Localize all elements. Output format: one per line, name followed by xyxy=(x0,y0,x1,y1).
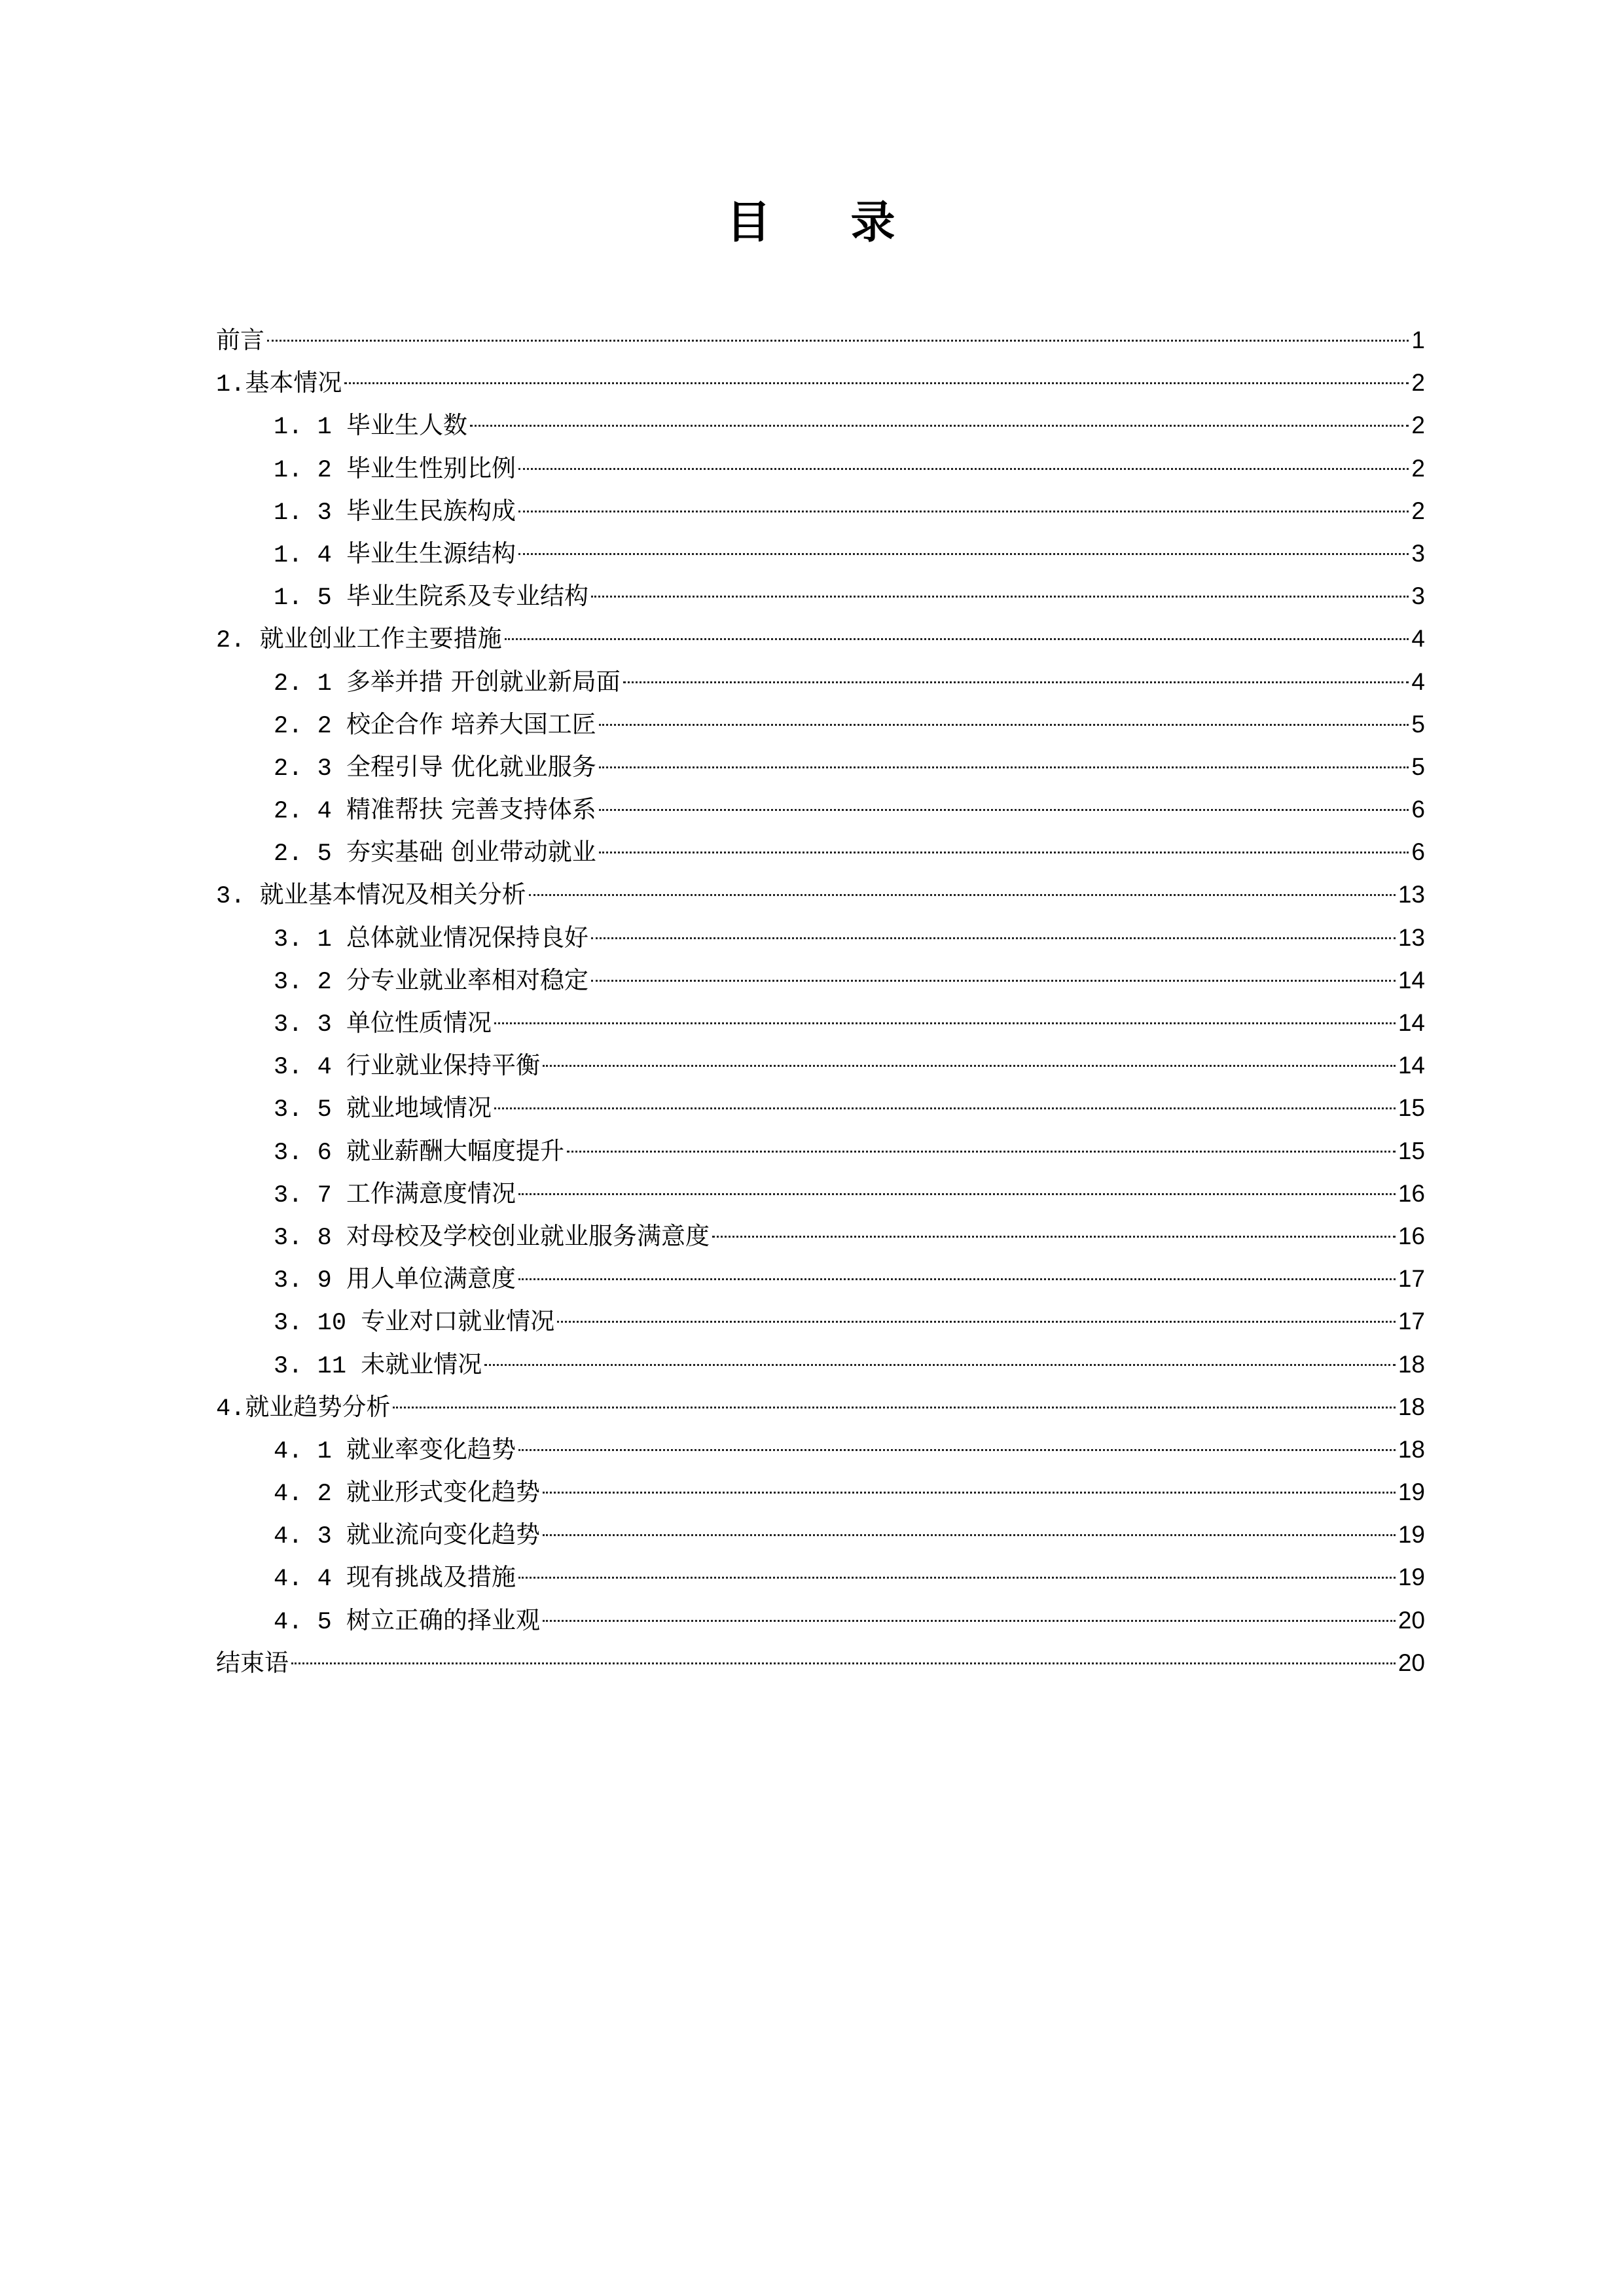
toc-entry[interactable] xyxy=(216,916,1425,959)
toc-entry-text: 分专业就业率相对稳定 xyxy=(346,965,589,994)
toc-entry-text: 现有挑战及措施 xyxy=(346,1563,516,1592)
toc-entry-label xyxy=(274,1556,516,1601)
toc-entry[interactable] xyxy=(216,575,1425,617)
toc-entry[interactable] xyxy=(216,703,1425,745)
toc-entry-number: 1. 2 xyxy=(274,456,347,484)
toc-entry-number: 2. xyxy=(216,627,260,655)
toc-entry-label xyxy=(274,1215,710,1260)
toc-page-number: 19 xyxy=(1398,1479,1425,1506)
toc-page-number: 6 xyxy=(1411,796,1425,823)
toc-entry-label xyxy=(274,745,596,791)
toc-entry[interactable] xyxy=(216,490,1425,532)
toc-entry-number: 3. xyxy=(216,883,260,911)
toc-entry[interactable] xyxy=(216,361,1425,404)
toc-entry-label xyxy=(274,1001,492,1047)
table-of-contents xyxy=(216,319,1425,1684)
toc-entry-label xyxy=(274,660,621,706)
toc-entry[interactable] xyxy=(216,873,1425,916)
toc-dot-leader xyxy=(484,1364,1396,1366)
toc-entry-number: 3. 8 xyxy=(274,1224,347,1252)
toc-entry-label xyxy=(274,1257,516,1302)
toc-entry[interactable] xyxy=(216,617,1425,660)
toc-page-number: 4 xyxy=(1411,625,1425,653)
toc-entry-label xyxy=(274,916,588,961)
toc-entry-number: 3. 5 xyxy=(274,1096,347,1124)
toc-entry-text: 单位性质情况 xyxy=(346,1009,492,1037)
toc-entry-label xyxy=(274,1086,492,1132)
toc-entry-label xyxy=(274,959,588,1004)
toc-page-number: 5 xyxy=(1411,753,1425,780)
toc-page-number: 19 xyxy=(1398,1564,1425,1591)
toc-dot-leader xyxy=(543,1620,1396,1622)
toc-dot-leader xyxy=(518,1278,1396,1280)
toc-page-number: 3 xyxy=(1411,583,1425,610)
toc-entry[interactable] xyxy=(216,1556,1425,1598)
toc-entry-label xyxy=(216,1641,289,1687)
toc-entry-number: 3. 4 xyxy=(274,1054,347,1082)
toc-entry-text: 工作满意度情况 xyxy=(346,1179,516,1208)
toc-entry-number: 3. 7 xyxy=(274,1181,347,1210)
toc-entry-text: 就业薪酬大幅度提升 xyxy=(346,1136,565,1165)
toc-entry[interactable] xyxy=(216,1257,1425,1300)
toc-entry-text: 毕业生民族构成 xyxy=(346,496,516,525)
toc-entry[interactable] xyxy=(216,1471,1425,1513)
toc-entry-label xyxy=(274,404,467,449)
toc-page-number: 17 xyxy=(1398,1265,1425,1293)
toc-entry-label xyxy=(216,319,264,364)
toc-entry-text: 就业形式变化趋势 xyxy=(346,1478,541,1507)
toc-entry-text: 专业对口就业情况 xyxy=(361,1307,555,1336)
toc-entry[interactable] xyxy=(216,1130,1425,1172)
toc-entry-label xyxy=(274,447,516,492)
toc-page-number: 18 xyxy=(1398,1393,1425,1420)
toc-page-number: 20 xyxy=(1398,1649,1425,1676)
toc-entry-label xyxy=(274,1599,540,1644)
toc-entry-label xyxy=(274,831,596,876)
toc-page-number: 2 xyxy=(1411,454,1425,482)
toc-page-number: 19 xyxy=(1398,1521,1425,1549)
toc-entry[interactable] xyxy=(216,532,1425,575)
toc-entry[interactable] xyxy=(216,1172,1425,1215)
toc-dot-leader xyxy=(591,980,1396,982)
toc-dot-leader xyxy=(267,340,1409,342)
toc-dot-leader xyxy=(518,1193,1396,1195)
toc-dot-leader xyxy=(518,1449,1396,1451)
toc-page-number: 3 xyxy=(1411,539,1425,567)
toc-entry-number: 4. 4 xyxy=(274,1566,347,1594)
toc-entry-text: 校企合作 培养大国工匠 xyxy=(346,709,596,738)
toc-entry[interactable] xyxy=(216,1343,1425,1386)
toc-entry-number: 2. 4 xyxy=(274,798,347,826)
toc-entry-number: 4. 2 xyxy=(274,1480,347,1509)
toc-dot-leader xyxy=(591,596,1409,598)
toc-entry-label xyxy=(274,1044,540,1089)
toc-entry-number: 2. 1 xyxy=(274,670,347,698)
toc-dot-leader xyxy=(393,1407,1395,1408)
toc-entry[interactable] xyxy=(216,1513,1425,1556)
toc-entry-label xyxy=(274,1300,554,1345)
toc-page-number: 15 xyxy=(1398,1137,1425,1164)
toc-page-number: 14 xyxy=(1398,1009,1425,1036)
toc-entry-text: 夯实基础 创业带动就业 xyxy=(346,838,596,867)
toc-dot-leader xyxy=(518,553,1409,555)
toc-entry-text: 毕业生人数 xyxy=(346,411,468,440)
toc-dot-leader xyxy=(557,1321,1396,1323)
toc-entry[interactable] xyxy=(216,404,1425,446)
toc-dot-leader xyxy=(599,766,1409,768)
toc-entry-text: 全程引导 优化就业服务 xyxy=(346,752,596,781)
toc-entry[interactable] xyxy=(216,959,1425,1001)
toc-entry-text: 就业率变化趋势 xyxy=(346,1435,516,1463)
toc-entry-text: 总体就业情况保持良好 xyxy=(346,923,589,952)
toc-dot-leader xyxy=(543,1065,1396,1067)
toc-dot-leader xyxy=(623,681,1409,683)
toc-entry[interactable] xyxy=(216,745,1425,788)
toc-page-number: 2 xyxy=(1411,497,1425,524)
toc-entry[interactable] xyxy=(216,1428,1425,1471)
toc-entry[interactable] xyxy=(216,1599,1425,1641)
toc-entry-number: 4. 1 xyxy=(274,1437,347,1465)
toc-entry-number: 3. 10 xyxy=(274,1310,361,1338)
toc-page-number: 4 xyxy=(1411,668,1425,695)
toc-dot-leader xyxy=(518,1577,1396,1579)
toc-page-number: 17 xyxy=(1398,1308,1425,1335)
toc-dot-leader xyxy=(291,1662,1396,1664)
toc-entry-label xyxy=(216,873,526,918)
toc-dot-leader xyxy=(344,382,1409,384)
toc-entry-label xyxy=(274,1172,516,1217)
toc-entry-number: 3. 1 xyxy=(274,925,347,954)
toc-dot-leader xyxy=(712,1236,1396,1238)
toc-entry-text: 前言 xyxy=(216,326,264,354)
toc-entry-text: 多举并措 开创就业新局面 xyxy=(346,667,621,696)
toc-dot-leader xyxy=(543,1492,1396,1494)
toc-entry[interactable] xyxy=(216,447,1425,490)
toc-entry-text: 树立正确的择业观 xyxy=(346,1605,541,1634)
toc-entry-number: 3. 9 xyxy=(274,1267,347,1295)
toc-page-number: 14 xyxy=(1398,966,1425,994)
toc-entry-number: 2. 3 xyxy=(274,755,347,783)
toc-entry-text: 未就业情况 xyxy=(361,1350,482,1378)
toc-page-number: 15 xyxy=(1398,1094,1425,1122)
toc-entry-label xyxy=(274,788,596,833)
toc-entry-label xyxy=(274,1513,540,1558)
toc-dot-leader xyxy=(599,724,1409,726)
toc-page-number: 5 xyxy=(1411,710,1425,738)
toc-entry-text: 毕业生院系及专业结构 xyxy=(346,582,589,611)
toc-entry-label xyxy=(274,490,516,535)
toc-page-number: 20 xyxy=(1398,1606,1425,1634)
toc-entry-text: 用人单位满意度 xyxy=(346,1265,516,1293)
toc-entry-number: 3. 2 xyxy=(274,968,347,996)
toc-dot-leader xyxy=(591,937,1396,939)
toc-entry-text: 就业地域情况 xyxy=(346,1094,492,1122)
toc-entry-label xyxy=(274,703,596,748)
toc-entry-text: 就业趋势分析 xyxy=(245,1392,391,1421)
toc-entry-text: 结束语 xyxy=(216,1648,289,1677)
toc-page-number: 13 xyxy=(1398,924,1425,951)
toc-page-number: 14 xyxy=(1398,1052,1425,1079)
toc-entry-label xyxy=(216,361,342,406)
toc-entry-number: 4. 3 xyxy=(274,1523,347,1551)
toc-dot-leader xyxy=(505,638,1409,640)
toc-entry-label xyxy=(274,1428,516,1473)
toc-entry-label xyxy=(274,532,516,577)
toc-entry-number: 1. 4 xyxy=(274,541,347,569)
toc-dot-leader xyxy=(567,1151,1396,1153)
toc-entry-number: 1. 5 xyxy=(274,584,347,613)
toc-entry-number: 1. 1 xyxy=(274,414,347,442)
toc-entry-label xyxy=(274,1130,564,1175)
toc-entry[interactable] xyxy=(216,831,1425,873)
toc-dot-leader xyxy=(529,894,1396,896)
toc-entry-label xyxy=(274,575,588,620)
toc-entry-label xyxy=(216,1386,390,1431)
toc-entry-text: 对母校及学校创业就业服务满意度 xyxy=(346,1221,710,1250)
page-title xyxy=(0,196,1624,249)
toc-entry-text: 毕业生性别比例 xyxy=(346,454,516,482)
toc-entry[interactable] xyxy=(216,1386,1425,1428)
toc-entry[interactable] xyxy=(216,1001,1425,1044)
toc-entry-number: 3. 11 xyxy=(274,1352,361,1380)
toc-entry[interactable] xyxy=(216,1300,1425,1342)
toc-dot-leader xyxy=(494,1022,1396,1024)
toc-entry[interactable] xyxy=(216,1044,1425,1086)
toc-entry[interactable] xyxy=(216,1641,1425,1684)
toc-entry-number: 4. xyxy=(216,1395,245,1423)
toc-entry-text: 就业流向变化趋势 xyxy=(346,1520,541,1549)
toc-page-number: 16 xyxy=(1398,1179,1425,1207)
toc-page-number: 18 xyxy=(1398,1350,1425,1378)
title-char-2: 录 xyxy=(850,196,898,249)
toc-page-number: 1 xyxy=(1411,327,1425,353)
toc-entry-text: 就业创业工作主要措施 xyxy=(259,624,502,653)
toc-page-number: 16 xyxy=(1398,1222,1425,1249)
toc-page-number: 6 xyxy=(1411,838,1425,866)
toc-page-number: 2 xyxy=(1411,412,1425,439)
toc-dot-leader xyxy=(518,468,1409,470)
toc-entry-number: 3. 6 xyxy=(274,1139,347,1167)
toc-entry[interactable] xyxy=(216,660,1425,703)
toc-dot-leader xyxy=(599,852,1409,853)
toc-entry-text: 毕业生生源结构 xyxy=(346,539,516,567)
toc-entry-text: 就业基本情况及相关分析 xyxy=(259,880,526,909)
toc-dot-leader xyxy=(518,511,1409,512)
toc-entry[interactable] xyxy=(216,1086,1425,1129)
toc-entry[interactable] xyxy=(216,319,1425,361)
toc-entry-number: 1. xyxy=(216,371,245,399)
toc-entry-label xyxy=(274,1343,482,1388)
toc-entry-text: 行业就业保持平衡 xyxy=(346,1051,541,1080)
toc-entry-number: 1. 3 xyxy=(274,499,347,527)
toc-entry-text: 基本情况 xyxy=(245,368,342,397)
toc-page-number: 2 xyxy=(1411,369,1425,397)
toc-dot-leader xyxy=(494,1107,1396,1109)
toc-page-number: 18 xyxy=(1398,1435,1425,1463)
toc-entry-number: 4. 5 xyxy=(274,1608,347,1636)
toc-entry[interactable] xyxy=(216,1215,1425,1257)
toc-dot-leader xyxy=(470,425,1409,427)
toc-dot-leader xyxy=(599,809,1409,811)
toc-entry-text: 精准帮扶 完善支持体系 xyxy=(346,795,596,824)
toc-entry[interactable] xyxy=(216,788,1425,831)
toc-entry-label xyxy=(274,1471,540,1516)
toc-entry-number: 2. 5 xyxy=(274,840,347,869)
toc-page-number: 13 xyxy=(1398,881,1425,908)
toc-entry-number: 2. 2 xyxy=(274,712,347,740)
toc-dot-leader xyxy=(543,1534,1396,1536)
toc-entry-label xyxy=(216,617,502,662)
title-char-1: 目 xyxy=(726,196,774,249)
toc-entry-number: 3. 3 xyxy=(274,1011,347,1039)
